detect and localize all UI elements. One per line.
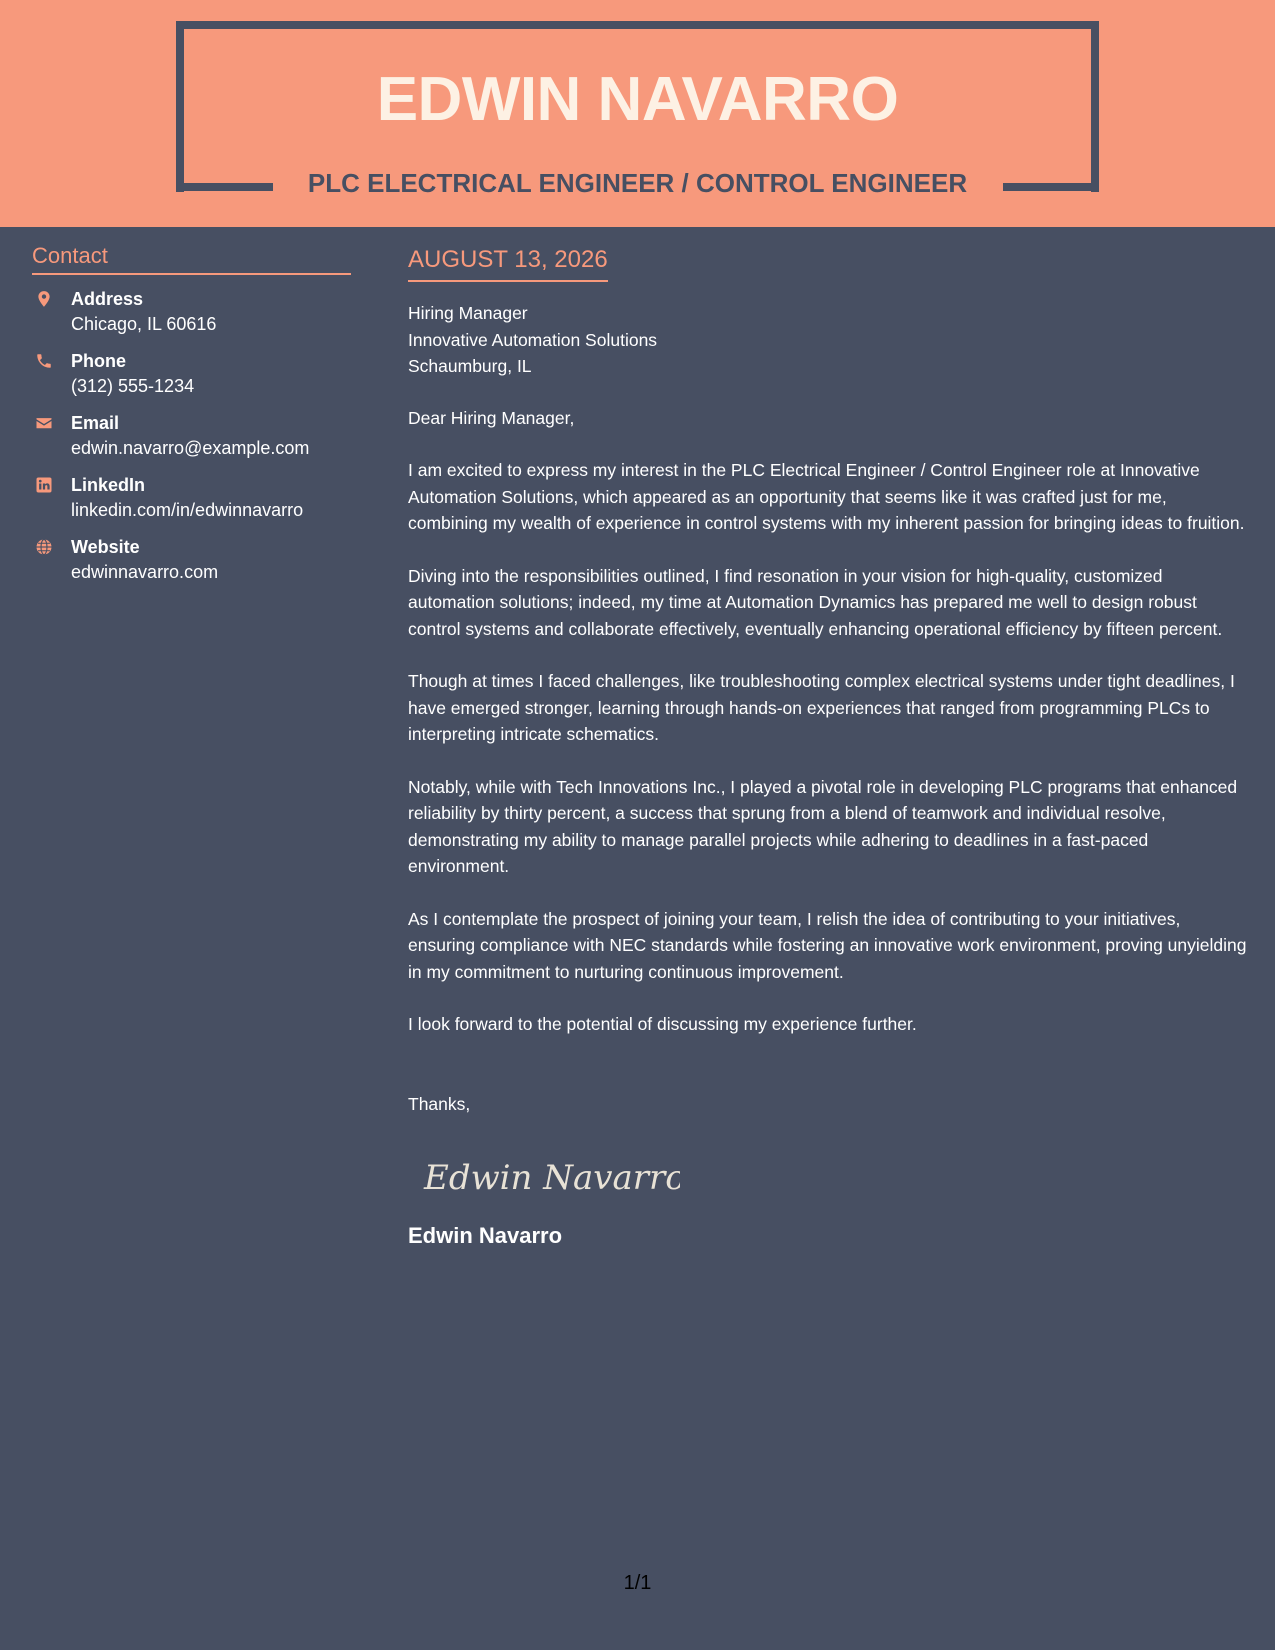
contact-label: Address — [71, 289, 144, 309]
recipient-line: Hiring Manager — [408, 303, 528, 323]
letter-date: AUGUST 13, 2026 — [408, 244, 608, 282]
recipient-block — [408, 300, 1248, 380]
body-paragraph: Diving into the responsibilities outlined, I find resonation in your vision for high-quality, customized automation solutions; indeed, my time at Automation Dynamics has prepared me well to design robust control systems and collaborate effectively, eventually enhancing operational efficiency by fifteen percent. — [408, 565, 1223, 639]
recipient-line: Schaumburg, IL — [408, 356, 532, 376]
contact-label: Phone — [71, 351, 127, 371]
contact-value: (312) 555-1234 — [71, 376, 195, 396]
contact-item-phone — [32, 349, 351, 399]
letter-body — [408, 244, 1248, 1251]
header-band — [0, 0, 1275, 227]
greeting: Dear Hiring Manager, — [408, 407, 575, 428]
recipient-line: Innovative Automation Solutions — [408, 329, 658, 350]
contact-value: Chicago, IL 60616 — [71, 314, 217, 334]
page-number: 1/1 — [623, 1572, 652, 1594]
globe-icon — [35, 538, 53, 556]
phone-icon — [35, 352, 53, 370]
applicant-name: EDWIN NAVARRO — [376, 65, 899, 134]
body-paragraph: Notably, while with Tech Innovations Inc., I played a pivotal role in developing PLC programs that enhanced reliability by thirty percent, a success that sprung from a blend of teamwork and individual resolve, demonstrating my ability to manage parallel projects while adhering to deadlines in a fast-paced environment. — [408, 776, 1238, 876]
signature-script: Edwin Navarro — [424, 1158, 680, 1198]
body-paragraph: I look forward to the potential of discussing my experience further. — [408, 1014, 917, 1034]
contact-value: linkedin.com/in/edwinnavarro — [71, 500, 304, 520]
body-paragraph: I am excited to express my interest in the PLC Electrical Engineer / Control Engineer role at Innovative Automation Solutions, which appeared as an opportunity that seems like it was crafted just for me, combining my wealth of experience in control systems with my inherent passion for bringing ideas to fruition. — [408, 460, 1245, 533]
contact-item-linkedin — [32, 473, 351, 523]
body-paragraph: As I contemplate the prospect of joining your team, I relish the idea of contributing to your initiatives, ensuring compliance with NEC standards while fostering an innovative work environment, proving unyielding in my commitment to nurturing continuous improvement. — [408, 908, 1247, 982]
contact-label: Website — [71, 537, 140, 557]
contact-value: edwin.navarro@example.com — [71, 438, 310, 458]
contact-heading: Contact — [32, 242, 351, 275]
contact-label: Email — [71, 413, 120, 433]
linkedin-icon — [35, 476, 53, 494]
signer-name: Edwin Navarro — [408, 1223, 563, 1248]
job-title: PLC ELECTRICAL ENGINEER / CONTROL ENGINEER — [307, 168, 968, 198]
body-paragraph: Though at times I faced challenges, like troubleshooting complex electrical systems under tight deadlines, I have emerged stronger, learning through hands-on experiences that ranged from programming PLCs to interpreting intricate schematics. — [408, 671, 1235, 744]
contact-item-address — [32, 287, 351, 337]
contact-sidebar — [32, 242, 351, 597]
envelope-icon — [35, 414, 53, 432]
contact-item-email — [32, 411, 351, 461]
contact-label: LinkedIn — [71, 475, 146, 495]
closing: Thanks, — [408, 1093, 471, 1114]
contact-item-website — [32, 535, 351, 585]
contact-value: edwinnavarro.com — [71, 562, 219, 582]
signature-image — [420, 1147, 1248, 1207]
signature-icon — [420, 1147, 680, 1207]
map-pin-icon — [35, 290, 53, 308]
